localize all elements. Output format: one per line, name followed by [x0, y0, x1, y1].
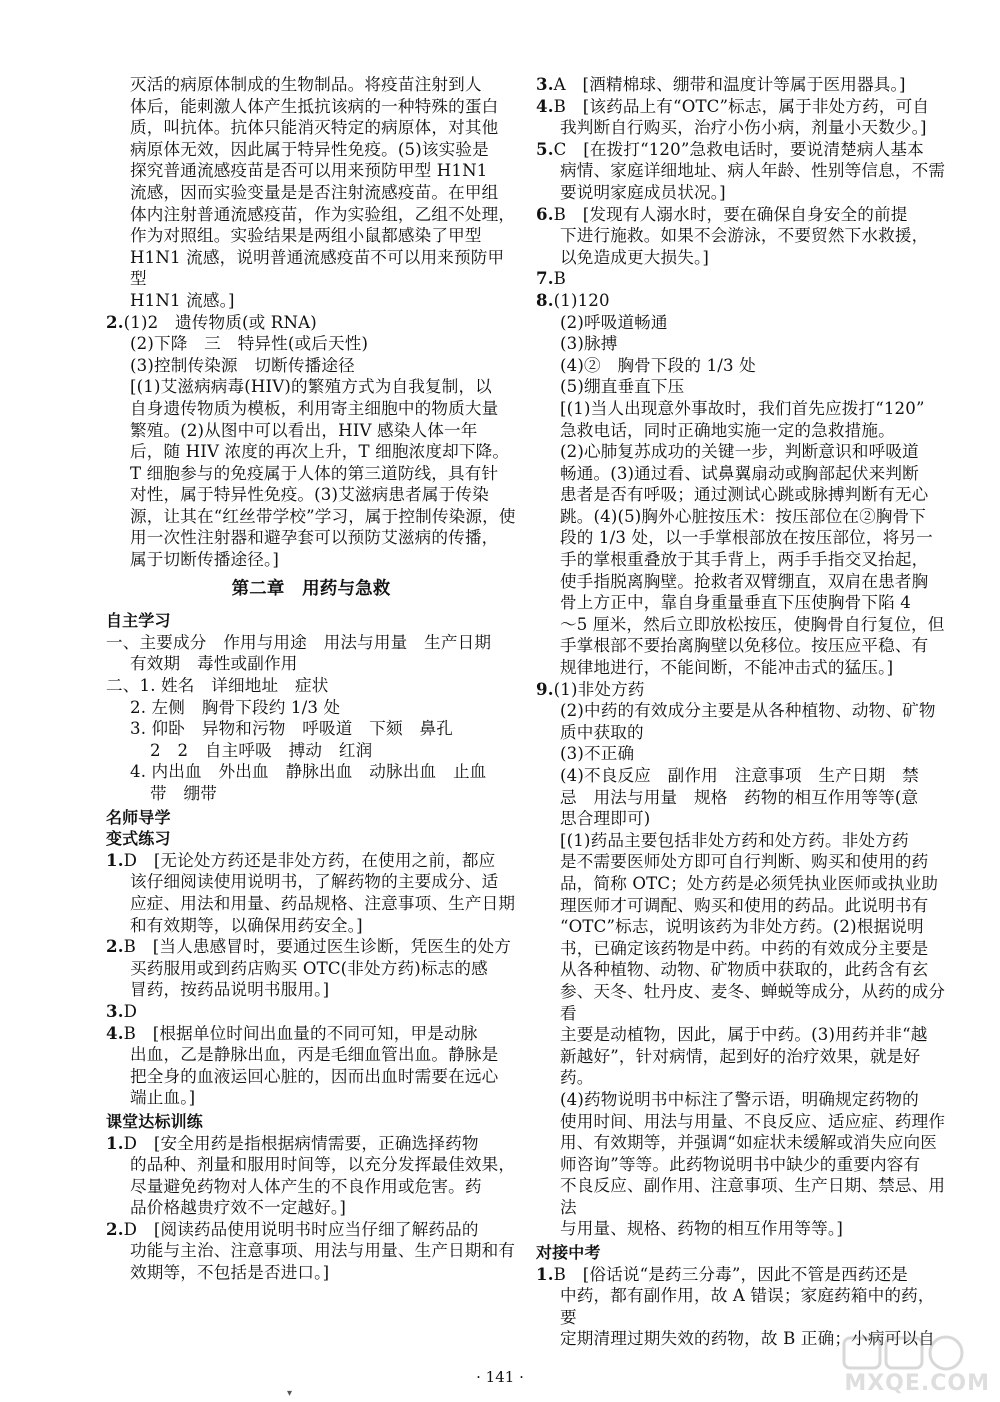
text-line: B [发现有人溺水时，要在确保自身安全的前提	[553, 204, 908, 224]
text-line: 参、天冬、牡丹皮、麦冬、蝉蜕等成分，从药的成分看	[560, 981, 946, 1023]
answer-item-7	[536, 268, 951, 290]
explanation	[536, 830, 951, 1240]
text-line: D [阅读药品使用说明书时应当仔细了解药品的	[123, 1219, 479, 1239]
answer-line: (2)下降 三 特异性(或后天性)	[130, 334, 369, 354]
text-line: 不良反应、副作用、注意事项、生产日期、禁忌、用法	[560, 1176, 946, 1217]
answer-item-5	[536, 139, 951, 204]
text-line: 应症、用法和用量、药品规格、注意事项、生产日期	[130, 893, 516, 913]
text-line: 要说明家庭成员状况。]	[560, 182, 726, 202]
question-number: 3.	[106, 1000, 124, 1021]
variant-item-2	[106, 936, 516, 1001]
answer-line: 质中获取的	[560, 722, 644, 742]
self-study-list	[106, 632, 516, 805]
text-line: 以免造成更大损失。]	[560, 247, 710, 267]
text-line: 畅通。(3)通过看、试鼻翼扇动或胸部起伏来判断	[560, 463, 919, 483]
question-number: 1.	[536, 1263, 554, 1284]
text-line: H1N1 流感。]	[130, 290, 235, 310]
text-line: 功能与主治、注意事项、用法与用量、生产日期和有	[130, 1241, 516, 1261]
answer-item-6	[536, 204, 951, 269]
text-line: 效期等，不包括是否进口。]	[130, 1263, 330, 1283]
text-line: 作为对照组。实验结果是两组小鼠都感染了甲型	[130, 226, 482, 246]
text-line: 买药服用或到药店购买 OTC(非处方药)标志的感	[130, 958, 488, 978]
question-number: 1.	[106, 1132, 124, 1153]
explanation	[536, 398, 951, 679]
text-line: 出血，乙是静脉出血，丙是毛细血管出血。静脉是	[130, 1045, 499, 1065]
list-item: 一、主要成分 作用与用途 用法与用量 生产日期	[106, 632, 492, 652]
watermark-text: MXQE.COM	[844, 1371, 990, 1396]
text-line: 源，让其在“红丝带学校”学习，属于控制传染源，使	[130, 506, 516, 526]
text-line: 规律地进行，不能间断，不能冲击式的猛压。]	[560, 658, 894, 678]
right-column	[536, 74, 951, 1350]
answer-item-4	[536, 96, 951, 139]
text-line: 段的 1/3 处，以一手掌根部放在按压部位，将另一	[560, 528, 933, 548]
class-item-1	[106, 1133, 516, 1219]
text-line: A [酒精棉球、绷带和温度计等属于医用器具。]	[553, 75, 906, 94]
question-number: 2.	[106, 936, 124, 957]
text-line: 品价格越贵疗效不一定越好。]	[130, 1198, 346, 1218]
text-line: [(1)艾滋病病毒(HIV)的繁殖方式为自我复制，以	[130, 377, 492, 397]
left-column	[106, 74, 516, 1284]
text-line: 与用量、规格、药物的相互作用等等。]	[560, 1219, 843, 1239]
answer-line: (5)绷直垂直下压	[560, 377, 685, 397]
section-heading-exam: 对接中考	[536, 1243, 601, 1263]
question-number: 2.	[106, 311, 124, 332]
text-line: (2)心肺复苏成功的关键一步，判断意识和呼吸道	[560, 442, 919, 462]
answer-line: (3)脉搏	[560, 334, 618, 354]
answer-line: 忌 用法与用量 规格 药物的相互作用等等(意	[560, 787, 919, 807]
list-item: 2 2 自主呼吸 搏动 红润	[150, 740, 373, 760]
question-number: 5.	[536, 138, 554, 159]
text-line: 和有效期等，以确保用药安全。]	[130, 915, 363, 935]
answer-line: (1)2 遗传物质(或 RNA)	[123, 312, 317, 332]
text-line: 新越好”，针对病情，起到好的治疗效果，就是好药。	[560, 1046, 921, 1088]
question-number: 7.	[536, 268, 554, 289]
question-number: 1.	[106, 849, 124, 870]
variant-item-4	[106, 1023, 516, 1109]
text-line: 的品种、剂量和服用时间等，以充分发挥最佳效果，	[130, 1155, 516, 1175]
question-2	[106, 312, 516, 571]
text-line: [(1)药品主要包括非处方药和处方药。非处方药	[560, 830, 909, 850]
text-line: 病原体无效，因此属于特异性免疫。(5)该实验是	[130, 139, 489, 159]
variant-item-3	[106, 1001, 516, 1023]
text-line: 书，已确定该药物是中药。中药的有效成分主要是	[560, 938, 929, 958]
text-line: B [该药品上有“OTC”标志，属于非处方药，可自	[553, 96, 930, 116]
text-line: C [在拨打“120”急救电话时，要说清楚病人基本	[553, 139, 924, 159]
text-line: B [俗话说“是药三分毒”，因此不管是西药还是	[553, 1264, 908, 1284]
text-line: “OTC”标志，说明该药为非处方药。(2)根据说明	[560, 917, 924, 937]
chapter-title: 第二章 用药与急救	[231, 578, 391, 599]
question-number: 3.	[536, 74, 554, 94]
question-number: 8.	[536, 289, 554, 310]
text-line: 冒药，按药品说明书服用。]	[130, 980, 330, 1000]
text-line: 用一次性注射器和避孕套可以预防艾滋病的传播，	[130, 528, 499, 548]
text-line: 用、有效期等，并强调“如症状未缓解或消失应向医	[560, 1133, 937, 1153]
text-line: D	[123, 1001, 138, 1021]
text-line: 对性，属于特异性免疫。(3)艾滋病患者属于传染	[130, 485, 489, 505]
text-line: 跳。(4)(5)胸外心脏按压术：按压部位在②胸骨下	[560, 506, 927, 526]
text-line: 手的掌根重叠放于其手背上，两手手指交叉抬起，	[560, 550, 929, 570]
text-line: ～5 厘米，然后立即放松按压，使胸骨自行复位，但	[560, 614, 945, 634]
list-item: 4. 内出血 外出血 静脉出血 动脉出血 止血	[130, 762, 487, 782]
text-line: 使用时间、用法与用量、不良反应、适应症、药理作	[560, 1111, 946, 1131]
text-line: 定期清理过期失效的药物，故 B 正确；小病可以自	[560, 1329, 935, 1349]
text-line: 师咨询”等等。此药物说明书中缺少的重要内容有	[560, 1154, 921, 1174]
explanation	[106, 376, 516, 570]
text-line: 质，叫抗体。抗体只能消灭特定的病原体，对其他	[130, 118, 499, 138]
text-line: D [安全用药是指根据病情需要，正确选择药物	[123, 1133, 479, 1153]
answer-line: 思合理即可)	[560, 809, 651, 829]
question-number: 4.	[106, 1022, 124, 1043]
answer-line: (1)120	[553, 290, 610, 310]
text-line: 病情、家庭详细地址、病人年龄、性别等信息，不需	[560, 161, 946, 181]
answer-item-3	[536, 74, 951, 96]
text-line: 骨上方正中，靠自身重量垂直下压使胸骨下陷 4	[560, 593, 912, 613]
section-heading-teacher: 名师导学	[106, 807, 171, 827]
text-line: B	[553, 269, 566, 289]
answer-line: (1)非处方药	[553, 679, 645, 699]
question-number: 6.	[536, 203, 554, 224]
text-line: [(1)当人出现意外事故时，我们首先应拨打“120”	[560, 398, 925, 418]
text-line: 繁殖。(2)从图中可以看出，HIV 感染人体一年	[130, 420, 478, 440]
text-line: 属于切断传播途径。]	[130, 550, 280, 570]
subsection-heading-variant: 变式练习	[106, 829, 171, 849]
question-number: 4.	[536, 95, 554, 116]
text-line: 患者是否有呼吸；通过测试心跳或脉搏判断有无心	[560, 485, 929, 505]
class-item-2	[106, 1219, 516, 1284]
answer-line: (4)② 胸骨下段的 1/3 处	[560, 355, 756, 375]
stray-mark: ▾	[287, 1388, 293, 1399]
question-8	[536, 290, 951, 679]
text-line: 自身遗传物质为模板，利用寄主细胞中的物质大量	[130, 398, 499, 418]
list-item: 带 绷带	[150, 784, 217, 803]
list-item: 3. 仰卧 异物和污物 呼吸道 下颏 鼻孔	[130, 719, 453, 739]
list-item: 二、1. 姓名 详细地址 症状	[106, 676, 329, 696]
text-line: B [当人患感冒时，要通过医生诊断，凭医生的处方	[123, 937, 511, 957]
text-line: D [无论处方药还是非处方药，在使用之前，都应	[123, 850, 496, 870]
text-line: 该仔细阅读使用说明书，了解药物的主要成分、适	[130, 872, 499, 892]
text-line: 急救电话，同时正确地实施一定的急救措施。	[560, 420, 895, 440]
text-line: 下进行施救。如果不会游泳，不要贸然下水救援，	[560, 226, 929, 246]
text-line: 从各种植物、动物、矿物质中获取的，此药含有玄	[560, 960, 929, 980]
text-line: 端止血。]	[130, 1088, 196, 1108]
answer-line: (3)不正确	[560, 744, 635, 764]
section-heading-self-study: 自主学习	[106, 611, 171, 631]
text-line: 理医师才可调配、购买和使用的药品。此说明书有	[560, 895, 929, 915]
text-line: 把全身的血液运回心脏的，因而出血时需要在远心	[130, 1066, 499, 1086]
text-line: 体内注射普通流感疫苗，作为实验组，乙组不处理，	[130, 204, 516, 224]
section-heading-class-training: 课堂达标训练	[106, 1111, 203, 1131]
text-line: H1N1 流感，说明普通流感疫苗不可以用来预防甲型	[130, 247, 505, 289]
variant-item-1	[106, 850, 516, 936]
list-item: 2. 左侧 胸骨下段约 1/3 处	[130, 697, 341, 717]
answer-line: (4)不良反应 副作用 注意事项 生产日期 禁	[560, 766, 919, 785]
text-line: 体后，能刺激人体产生抵抗该病的一种特殊的蛋白	[130, 96, 499, 116]
text-line: 流感，因而实验变量是是否注射流感疫苗。在甲组	[130, 182, 499, 202]
text-line: 手掌根部不要抬离胸壁以免移位。按压应平稳、有	[560, 636, 929, 656]
text-line: 主要是动植物，因此，属于中药。(3)用药并非“越	[560, 1025, 928, 1045]
text-line: 灭活的病原体制成的生物制品。将疫苗注射到人	[130, 75, 482, 94]
class-training-items	[106, 1133, 516, 1284]
question-number: 2.	[106, 1218, 124, 1239]
text-line: 中药，都有副作用，故 A 错误；家庭药箱中的药，要	[560, 1286, 935, 1327]
answer-line: (3)控制传染源 切断传播途径	[130, 355, 355, 375]
answer-line: (2)呼吸道畅通	[560, 312, 668, 332]
text-line: 使手指脱离胸壁。抢救者双臂绷直，双肩在患者胸	[560, 571, 929, 591]
intro-paragraph	[106, 74, 516, 312]
text-line: 探究普通流感疫苗是否可以用来预防甲型 H1N1	[130, 161, 488, 181]
answer-line: (2)中药的有效成分主要是从各种植物、动物、矿物	[560, 701, 936, 721]
text-line: 我判断自行购买，治疗小伤小病，剂量小天数少。]	[560, 118, 927, 138]
text-line: T 细胞参与的免疫属于人体的第三道防线，具有针	[130, 463, 499, 483]
text-line: (4)药物说明书中标注了警示语，明确规定药物的	[560, 1089, 919, 1109]
watermark-logo	[814, 1334, 994, 1398]
question-9	[536, 679, 951, 1240]
question-number: 9.	[536, 678, 554, 699]
text-line: 品，简称 OTC；处方药是必须凭执业医师或执业助	[560, 873, 939, 893]
text-line: 是不需要医师处方即可自行判断、购买和使用的药	[560, 852, 929, 872]
text-line: 尽量避免药物对人体产生的不良作用或危害。药	[130, 1176, 482, 1196]
list-item: 有效期 毒性或副作用	[130, 654, 298, 674]
page-number: · 141 ·	[476, 1368, 524, 1386]
variant-exercises	[106, 850, 516, 1109]
text-line: 后，随 HIV 浓度的再次上升，T 细胞浓度却下降。	[130, 442, 510, 462]
text-line: B [根据单位时间出血量的不同可知，甲是动脉	[123, 1023, 478, 1043]
